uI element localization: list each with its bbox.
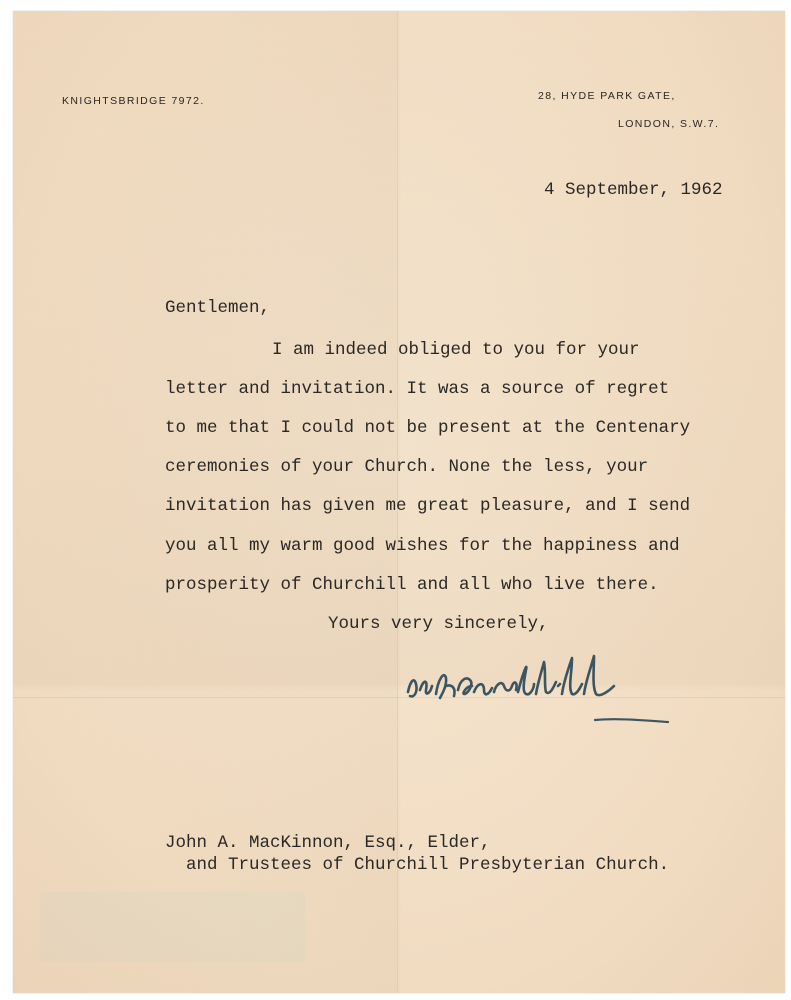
body-line: prosperity of Churchill and all who live there. <box>165 575 659 595</box>
body-line: letter and invitation. It was a source of regret <box>165 379 670 399</box>
body-line: to me that I could not be present at the Centenary <box>165 418 691 438</box>
addressee-line: John A. MacKinnon, Esq., Elder, <box>165 833 491 853</box>
addressee-line: and Trustees of Churchill Presbyterian Church. <box>186 855 670 875</box>
paper-stain <box>40 892 305 962</box>
handwritten-signature <box>400 640 680 730</box>
letterhead-address-line1: 28, HYDE PARK GATE, <box>538 90 676 102</box>
body-line: invitation has given me great pleasure, and I send <box>165 496 691 516</box>
letterhead-telephone: KNIGHTSBRIDGE 7972. <box>62 95 205 107</box>
closing: Yours very sincerely, <box>328 614 549 634</box>
body-line: I am indeed obliged to you for your <box>272 340 640 360</box>
body-line: ceremonies of your Church. None the less, your <box>165 457 649 477</box>
salutation: Gentlemen, <box>165 298 271 318</box>
letter-date: 4 September, 1962 <box>544 180 723 200</box>
body-line: you all my warm good wishes for the happiness and <box>165 536 680 556</box>
letterhead-address-line2: LONDON, S.W.7. <box>618 118 720 130</box>
